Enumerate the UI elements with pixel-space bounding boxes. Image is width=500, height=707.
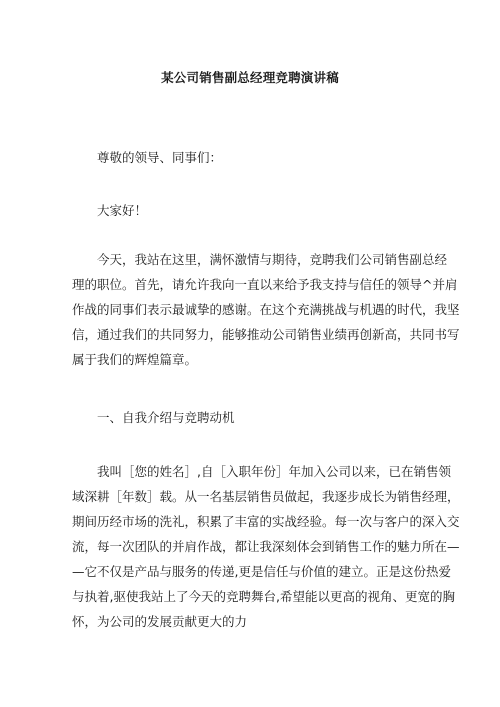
paragraph-1-line-5: 属于我们的辉煌篇章。 <box>72 352 198 367</box>
paragraph-2-line-5: —它不仅是产品与服务的传递,更是信任与价值的建立。正是这份热爱 <box>72 564 451 579</box>
greeting: 大家好！ <box>97 203 148 218</box>
paragraph-2-line-6: 与执着,驱使我站上了今天的竞聘舞台,希望能以更高的视角、更宽的胸 <box>72 589 455 604</box>
section-heading: 一、自我介绍与竞聘动机 <box>97 410 235 425</box>
paragraph-1-line-2: 理的职位。首先，请允许我向一直以来给予我支持与信任的领导^并肩 <box>72 277 458 292</box>
paragraph-2-line-1: 我叫［您的姓名］,自［入职年份］年加入公司以来，已在销售领 <box>97 464 451 479</box>
paragraph-1-line-3: 作战的同事们表示最诚挚的感谢。在这个充满挑战与机遇的时代，我坚 <box>72 302 460 317</box>
paragraph-2-line-4: 流，每一次团队的并肩作战，都让我深刻体会到销售工作的魅力所在— <box>72 539 460 554</box>
salutation: 尊敬的领导、同事们： <box>97 150 223 165</box>
paragraph-2-line-2: 域深耕［年数］载。从一名基层销售员做起，我逐步成长为销售经理， <box>72 489 460 504</box>
paragraph-1-line-1: 今天，我站在这里，满怀激情与期待，竞聘我们公司销售副总经 <box>97 252 448 267</box>
document-title: 某公司销售副总经理竞聘演讲稿 <box>161 70 339 85</box>
paragraph-1-line-4: 信，通过我们的共同努力，能够推动公司销售业绩再创新高，共同书写 <box>72 327 460 342</box>
paragraph-2-line-3: 期间历经市场的洗礼，积累了丰富的实战经验。每一次与客户的深入交 <box>72 514 460 529</box>
paragraph-2-line-7: 怀，为公司的发展贡献更大的力 <box>72 614 248 629</box>
